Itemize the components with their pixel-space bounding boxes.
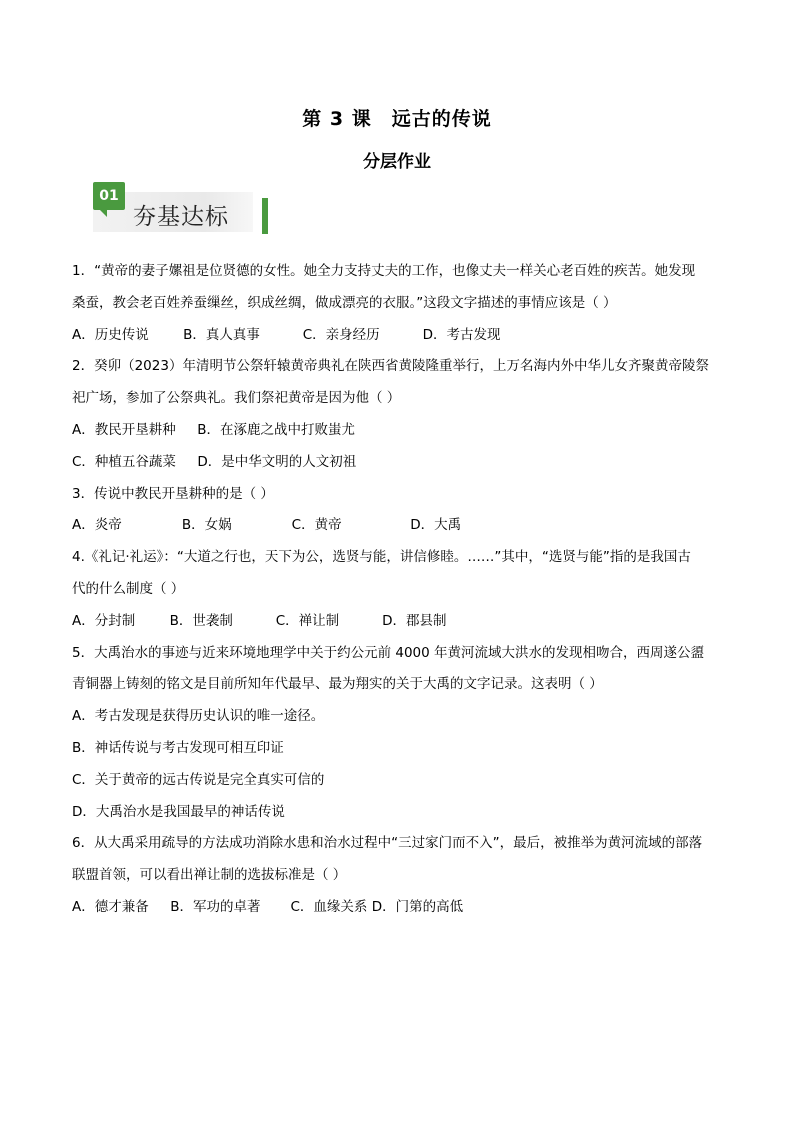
question-stem-line: 祀广场，参加了公祭典礼。我们祭祀黄帝是因为他（ ） bbox=[72, 390, 401, 407]
question-stem-line: 代的什么制度（ ） bbox=[72, 580, 185, 597]
section-number-badge: 01 bbox=[93, 182, 125, 210]
section-label: 夯基达标 bbox=[133, 204, 229, 230]
question-stem-line: 青铜器上铸刻的铭文是目前所知年代最早、最为翔实的关于大禹的文字记录。这表明（ ） bbox=[72, 676, 603, 693]
section-banner bbox=[93, 182, 269, 236]
question-stem-line: 联盟首领，可以看出禅让制的选拔标准是（ ） bbox=[72, 867, 347, 884]
question-4 bbox=[72, 542, 722, 637]
answer-options: A．炎帝 B．女娲 C．黄帝 D．大禹 bbox=[72, 517, 462, 534]
answer-option: C．关于黄帝的远古传说是完全真实可信的 bbox=[72, 771, 325, 788]
answer-options: A．分封制 B．世袭制 C．禅让制 D．郡县制 bbox=[72, 612, 447, 629]
answer-options: C．种植五谷蔬菜 D．是中华文明的人文初祖 bbox=[72, 453, 357, 470]
badge-tail-icon bbox=[99, 209, 107, 217]
lesson-subtitle: 分层作业 bbox=[363, 152, 431, 172]
question-stem-line: 3．传说中教民开垦耕种的是（ ） bbox=[72, 485, 274, 502]
question-stem-line: 2．癸卯（2023）年清明节公祭轩辕黄帝典礼在陕西省黄陵隆重举行，上万名海内外中华儿女齐聚黄帝陵祭 bbox=[72, 358, 709, 375]
question-1 bbox=[72, 256, 722, 351]
question-stem-line: 5．大禹治水的事迹与近来环境地理学中关于约公元前 4000 年黄河流域大洪水的发现相吻合，西周遂公盨 bbox=[72, 644, 705, 661]
question-2 bbox=[72, 351, 722, 478]
question-stem-line: 6．从大禹采用疏导的方法成功消除水患和治水过程中“三过家门而不入”，最后，被推举为黄河流域的部落 bbox=[72, 835, 703, 852]
question-5 bbox=[72, 638, 722, 829]
answer-options: A．历史传说 B．真人真事 C．亲身经历 D．考古发现 bbox=[72, 326, 501, 343]
question-list bbox=[72, 256, 722, 924]
answer-option: A．考古发现是获得历史认识的唯一途径。 bbox=[72, 708, 325, 725]
answer-options: A．德才兼备 B．军功的卓著 C．血缘关系 D．门第的高低 bbox=[72, 898, 464, 915]
question-3 bbox=[72, 479, 722, 543]
question-stem-line: 1．“黄帝的妻子嫘祖是位贤德的女性。她全力支持丈夫的工作，也像丈夫一样关心老百姓的疾苦。她发现 bbox=[72, 263, 696, 279]
question-stem-line: 4.《礼记·礼运》：“大道之行也，天下为公，选贤与能，讲信修睦。……”其中，“选贤与能”指的是我国古 bbox=[72, 549, 691, 566]
question-6 bbox=[72, 828, 722, 923]
answer-option: B．神话传说与考古发现可相互印证 bbox=[72, 739, 284, 756]
answer-option: D．大禹治水是我国最早的神话传说 bbox=[72, 803, 285, 820]
question-stem-line: 桑蚕，教会老百姓养蚕缫丝，织成丝绸，做成漂亮的衣服。”这段文字描述的事情应该是（ ） bbox=[72, 294, 617, 311]
lesson-title: 第 3 课 远古的传说 bbox=[302, 108, 492, 130]
banner-accent-bar bbox=[262, 198, 268, 234]
answer-options: A．教民开垦耕种 B．在涿鹿之战中打败蚩尤 bbox=[72, 421, 355, 438]
